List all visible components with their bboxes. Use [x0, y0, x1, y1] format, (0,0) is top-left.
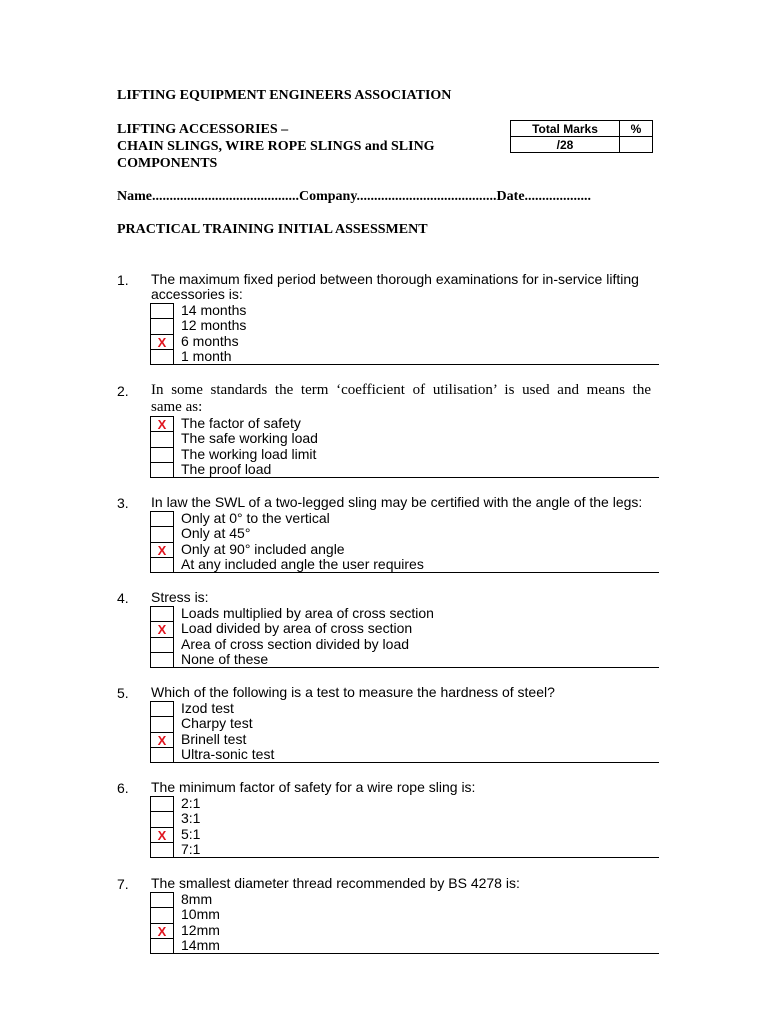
answer-option-label: 12mm — [181, 921, 220, 938]
answer-option-label: Izod test — [181, 700, 234, 716]
question-text: The minimum factor of safety for a wire rope sling is: — [151, 779, 476, 795]
answer-option-label: 10mm — [181, 906, 220, 923]
answer-option-label: At any included angle the user requires — [181, 555, 424, 572]
answer-option-label: 14mm — [181, 936, 220, 953]
answer-checkbox[interactable] — [150, 318, 174, 333]
question-text-line-2: same as: — [151, 399, 203, 415]
answer-option-label: Ultra-sonic test — [181, 745, 275, 762]
answer-checkbox[interactable] — [150, 606, 174, 621]
answer-checkbox[interactable] — [150, 526, 174, 541]
answer-checkbox[interactable] — [150, 747, 174, 762]
course-title-line-3: COMPONENTS — [117, 156, 218, 171]
answer-option[interactable] — [150, 416, 659, 431]
answer-option-label: 6 months — [181, 332, 239, 349]
answer-checkbox[interactable] — [150, 907, 174, 922]
question-number: 3. — [117, 495, 129, 511]
answer-option[interactable] — [150, 938, 659, 953]
answer-option[interactable] — [150, 923, 659, 938]
answer-option[interactable] — [150, 431, 659, 446]
question-text: In law the SWL of a two-legged sling may be certified with the angle of the legs: — [151, 494, 643, 510]
answer-option[interactable] — [150, 542, 659, 557]
answer-checkbox[interactable] — [150, 811, 174, 826]
answer-checkbox[interactable] — [150, 732, 174, 747]
percent-value[interactable] — [620, 137, 653, 153]
answer-checkbox[interactable] — [150, 938, 174, 953]
answer-option-label: None of these — [181, 650, 269, 667]
answer-checkbox[interactable] — [150, 716, 174, 731]
answer-option-label: Area of cross section divided by load — [181, 635, 410, 652]
answer-option[interactable] — [150, 907, 659, 922]
answer-option-label: The proof load — [181, 460, 272, 477]
answer-option-label: The safe working load — [181, 430, 318, 447]
answer-options — [150, 701, 659, 763]
selected-mark-icon: X — [157, 417, 167, 432]
answer-option[interactable] — [150, 349, 659, 364]
answer-option-label: 1 month — [181, 347, 232, 364]
answer-option[interactable] — [150, 827, 659, 842]
total-marks-label: Total Marks — [511, 121, 620, 137]
answer-option-label: 14 months — [181, 302, 247, 318]
answer-options — [150, 303, 659, 365]
answer-checkbox[interactable] — [150, 542, 174, 557]
answer-checkbox[interactable] — [150, 621, 174, 636]
answer-option-label: Only at 0° to the vertical — [181, 510, 330, 526]
answer-option[interactable] — [150, 557, 659, 572]
question-text-line-1: In some standards the term ‘coefficient of utilisation’ is used and means the — [151, 382, 651, 398]
course-title-line-1: LIFTING ACCESSORIES – — [117, 122, 289, 137]
answer-checkbox[interactable] — [150, 923, 174, 938]
question-number: 5. — [117, 685, 129, 701]
answer-checkbox[interactable] — [150, 652, 174, 667]
answer-option-label: 8mm — [181, 891, 213, 907]
answer-option-label: Only at 90° included angle — [181, 540, 345, 557]
answer-option[interactable] — [150, 318, 659, 333]
answer-option[interactable] — [150, 892, 659, 907]
question-number: 1. — [117, 272, 129, 288]
answer-option-label: 12 months — [181, 317, 247, 334]
answer-checkbox[interactable] — [150, 511, 174, 526]
answer-checkbox[interactable] — [150, 462, 174, 477]
answer-option-label: Load divided by area of cross section — [181, 620, 413, 637]
question-number: 2. — [117, 383, 129, 399]
answer-option-label: The factor of safety — [181, 415, 301, 431]
answer-option-label: Only at 45° — [181, 525, 251, 542]
question-text — [151, 382, 651, 416]
answer-checkbox[interactable] — [150, 334, 174, 349]
answer-option[interactable] — [150, 606, 659, 621]
answer-checkbox[interactable] — [150, 447, 174, 462]
answer-option-label: Charpy test — [181, 715, 253, 732]
selected-mark-icon: X — [157, 923, 167, 939]
selected-mark-icon: X — [157, 334, 167, 350]
answer-option-label: 3:1 — [181, 810, 201, 827]
question-number: 7. — [117, 876, 129, 892]
answer-option[interactable] — [150, 716, 659, 731]
answer-option[interactable] — [150, 637, 659, 652]
answer-option[interactable] — [150, 511, 659, 526]
question-number: 6. — [117, 780, 129, 796]
answer-option[interactable] — [150, 732, 659, 747]
answer-option[interactable] — [150, 447, 659, 462]
answer-options — [150, 606, 659, 668]
name-company-date-line[interactable]: Name..........................................Company........................................Date................... — [117, 189, 592, 204]
answer-option[interactable] — [150, 462, 659, 477]
answer-options — [150, 416, 659, 478]
question-text: Which of the following is a test to measure the hardness of steel? — [151, 684, 555, 700]
answer-options — [150, 511, 659, 573]
answer-option-label: Brinell test — [181, 730, 247, 747]
percent-label: % — [620, 121, 653, 137]
course-title — [117, 121, 435, 172]
answer-checkbox[interactable] — [150, 796, 174, 811]
answer-option[interactable] — [150, 621, 659, 636]
answer-option[interactable] — [150, 701, 659, 716]
answer-checkbox[interactable] — [150, 827, 174, 842]
organization-title: LIFTING EQUIPMENT ENGINEERS ASSOCIATION — [117, 88, 452, 103]
answer-options — [150, 892, 659, 954]
question-text: Stress is: — [151, 589, 209, 605]
question-number: 4. — [117, 590, 129, 606]
answer-checkbox[interactable] — [150, 303, 174, 318]
answer-checkbox[interactable] — [150, 842, 174, 857]
answer-option-label: Loads multiplied by area of cross section — [181, 605, 434, 621]
answer-checkbox[interactable] — [150, 431, 174, 446]
answer-option[interactable] — [150, 526, 659, 541]
answer-option-label: 7:1 — [181, 840, 201, 857]
answer-option[interactable] — [150, 747, 659, 762]
question-text: The maximum fixed period between thorough examinations for in-service lifting accessories is: — [151, 271, 639, 302]
answer-option[interactable] — [150, 334, 659, 349]
course-title-line-2: CHAIN SLINGS, WIRE ROPE SLINGS and SLING — [117, 139, 435, 154]
answer-option[interactable] — [150, 811, 659, 826]
selected-mark-icon: X — [157, 542, 167, 558]
answer-checkbox[interactable] — [150, 637, 174, 652]
answer-option[interactable] — [150, 652, 659, 667]
answer-option[interactable] — [150, 796, 659, 811]
marks-table — [510, 120, 653, 153]
answer-checkbox[interactable] — [150, 349, 174, 364]
answer-options — [150, 796, 659, 858]
total-marks-value[interactable]: /28 — [511, 137, 620, 153]
answer-option[interactable] — [150, 842, 659, 857]
answer-option-label: 2:1 — [181, 795, 201, 811]
answer-option-label: 5:1 — [181, 825, 201, 842]
selected-mark-icon: X — [157, 622, 167, 638]
answer-option-label: The working load limit — [181, 445, 317, 462]
answer-checkbox[interactable] — [150, 557, 174, 572]
answer-option[interactable] — [150, 303, 659, 318]
selected-mark-icon: X — [157, 732, 167, 748]
answer-checkbox[interactable] — [150, 892, 174, 907]
answer-checkbox[interactable] — [150, 416, 174, 431]
assessment-title: PRACTICAL TRAINING INITIAL ASSESSMENT — [117, 222, 428, 237]
question-text: The smallest diameter thread recommended by BS 4278 is: — [151, 875, 520, 891]
selected-mark-icon: X — [157, 827, 167, 843]
answer-checkbox[interactable] — [150, 701, 174, 716]
